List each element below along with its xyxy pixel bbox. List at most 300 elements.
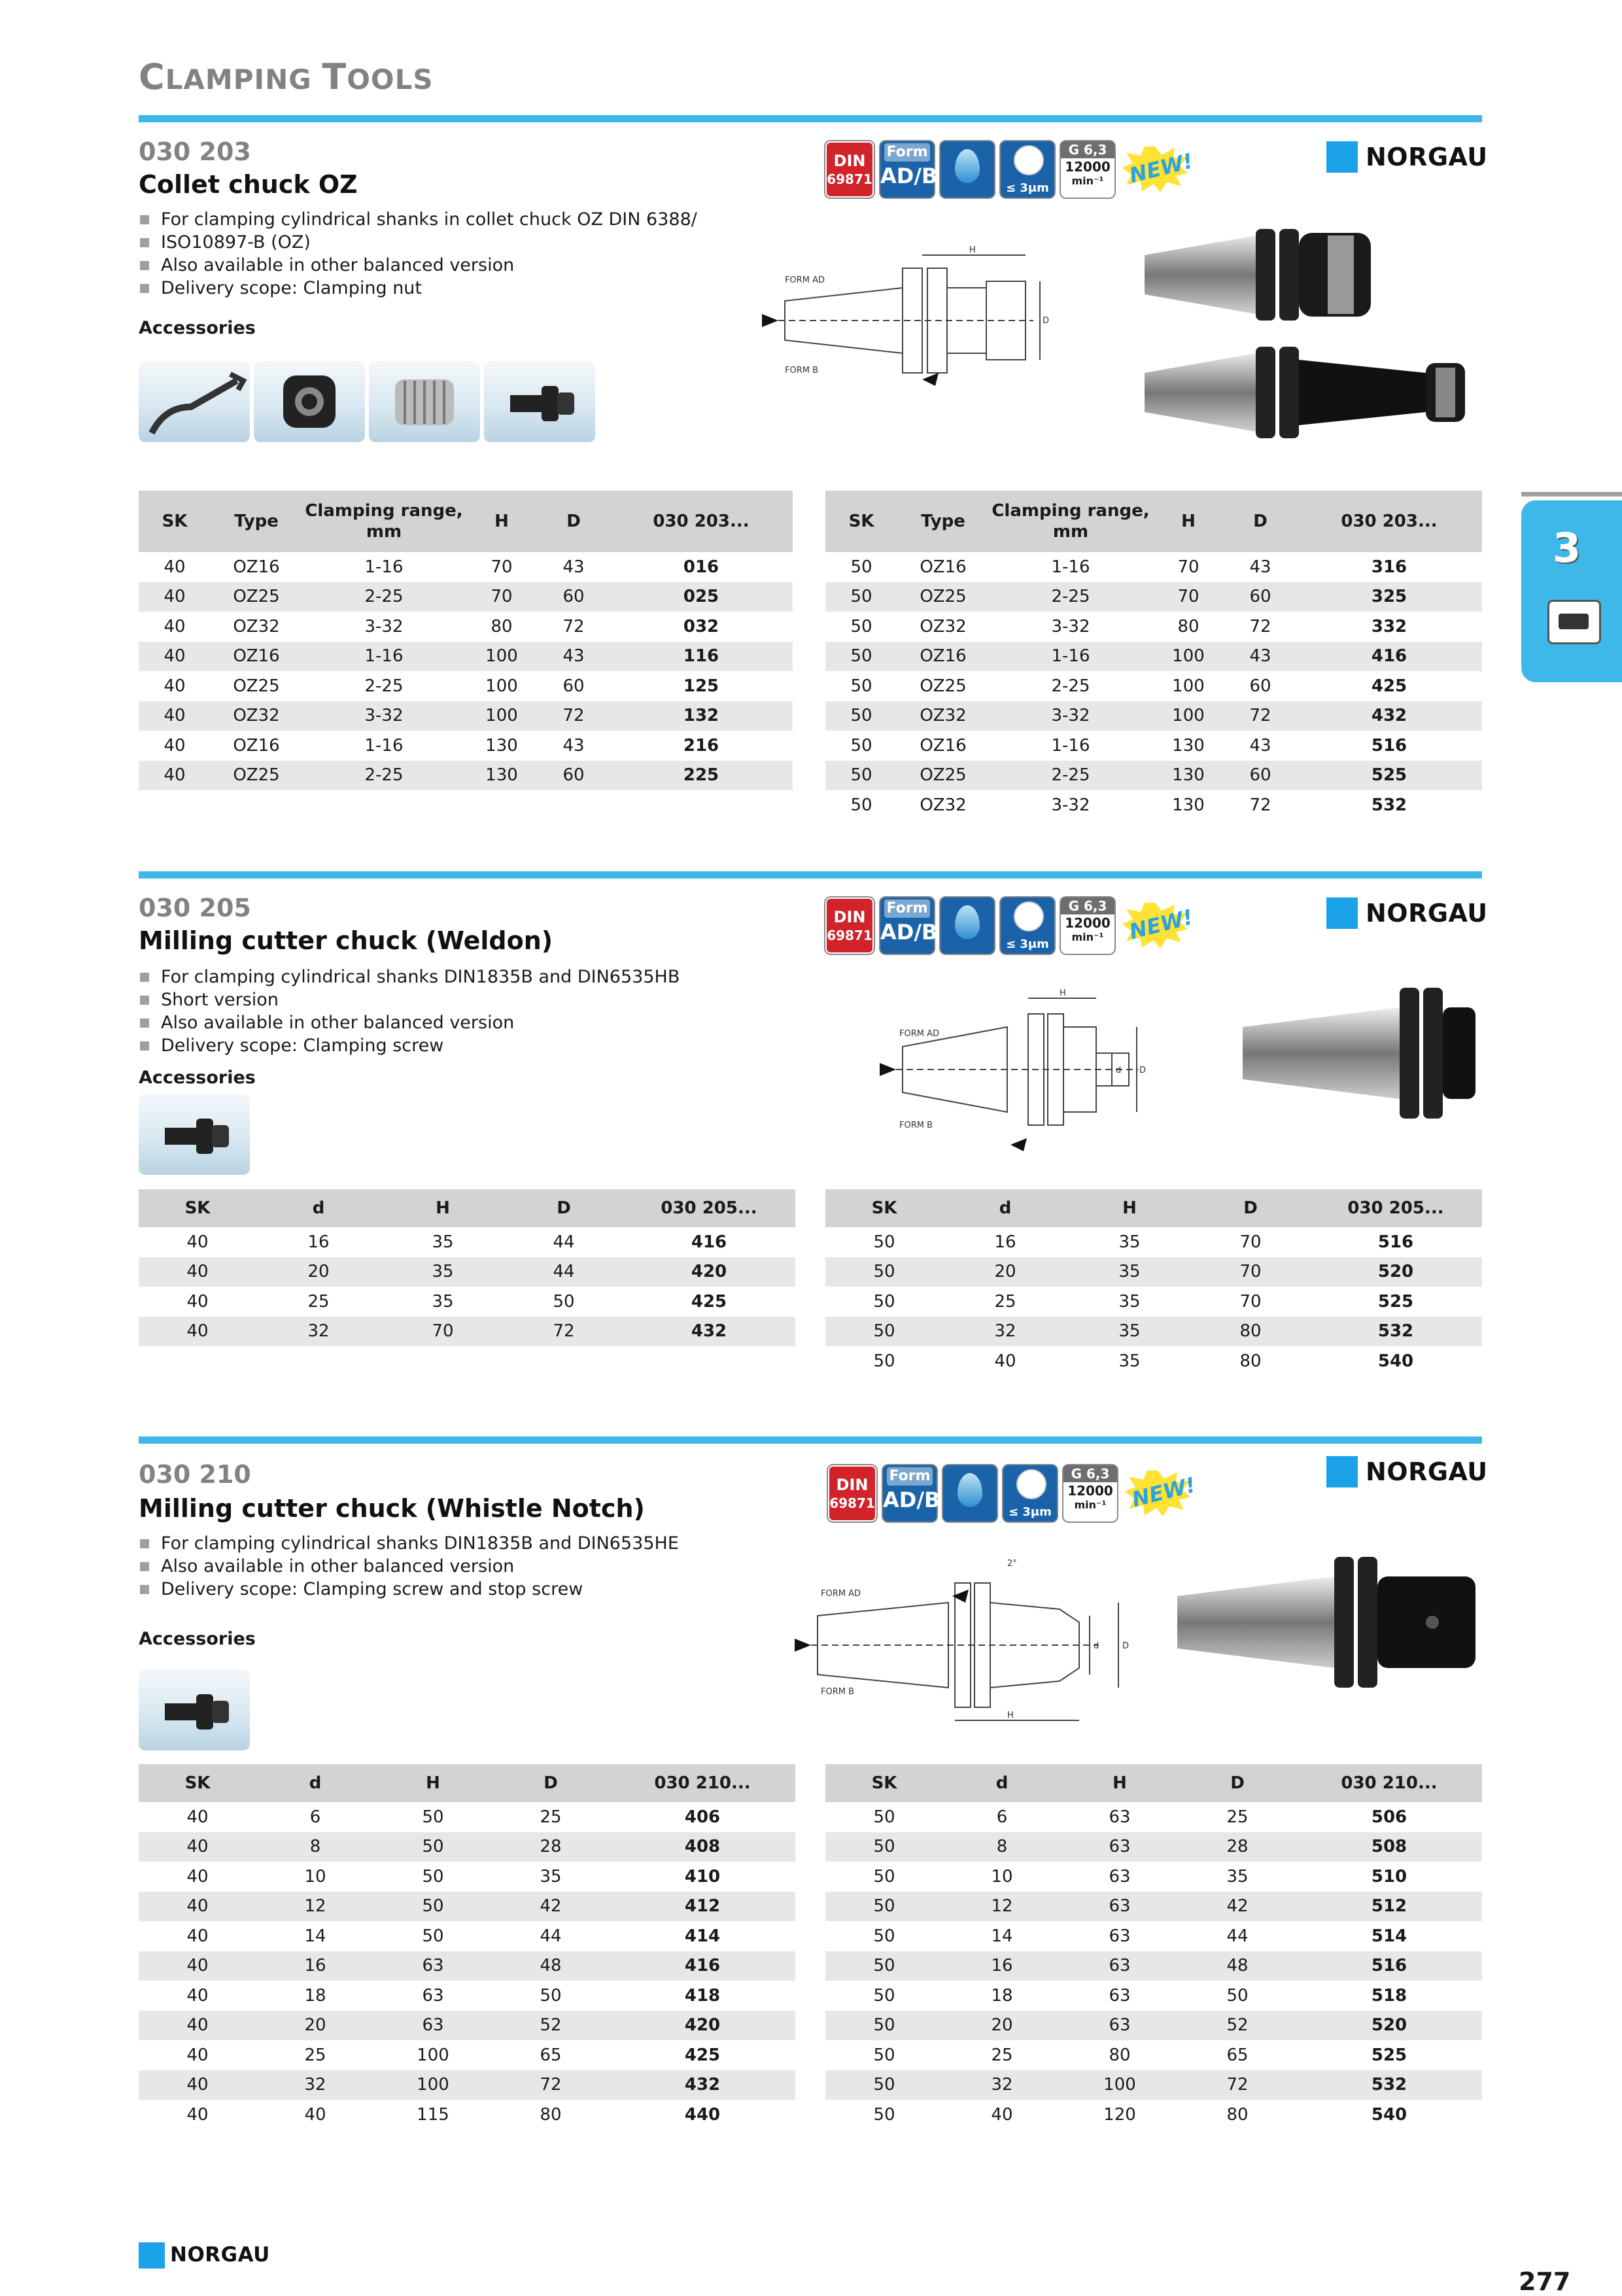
table-cell: 40 bbox=[139, 2070, 256, 2100]
table-cell: OZ16 bbox=[233, 735, 280, 756]
table-cell: 48 bbox=[492, 1951, 610, 1981]
col-header: D bbox=[505, 1189, 623, 1227]
table-cell: 10 bbox=[991, 1866, 1013, 1887]
table-cell: 50 bbox=[873, 1291, 895, 1312]
section-divider bbox=[139, 871, 1482, 878]
article-number-cell: 416 bbox=[1296, 642, 1482, 672]
table-row bbox=[825, 1892, 1482, 1922]
table-cell: 16 bbox=[256, 1951, 374, 1981]
form-badge: Form AD/B bbox=[883, 1465, 937, 1522]
col-header: H bbox=[374, 1764, 492, 1802]
article-number-cell: 316 bbox=[1371, 557, 1407, 577]
table-cell: 14 bbox=[991, 1926, 1013, 1946]
table-cell: 43 bbox=[562, 735, 585, 756]
table-cell: 63 bbox=[374, 2011, 492, 2041]
col-header: 030 203... bbox=[1296, 491, 1482, 552]
col-header: SK bbox=[139, 1764, 256, 1802]
table-cell: 40 bbox=[139, 2011, 256, 2041]
col-header: D bbox=[1192, 1189, 1309, 1227]
article-number-cell: 516 bbox=[1296, 1951, 1482, 1981]
col-header: Type bbox=[897, 491, 989, 552]
table-row bbox=[139, 1892, 795, 1922]
table-row bbox=[825, 1227, 1482, 1257]
article-number-cell: 125 bbox=[683, 676, 719, 696]
table-cell: 72 bbox=[562, 616, 585, 636]
svg-text:FORM B: FORM B bbox=[899, 1121, 933, 1130]
article-number-cell: 412 bbox=[610, 1892, 795, 1922]
table-cell: 70 bbox=[1239, 1232, 1262, 1252]
table-cell: 70 bbox=[491, 557, 513, 577]
table-cell: 50 bbox=[374, 1892, 492, 1922]
table-row bbox=[139, 1317, 795, 1347]
coolant-drop-icon bbox=[940, 141, 994, 198]
table-cell: OZ32 bbox=[211, 701, 302, 731]
table-cell: 25 bbox=[307, 1291, 330, 1312]
svg-text:H: H bbox=[1060, 988, 1066, 998]
table-cell: 72 bbox=[538, 701, 610, 731]
table-cell: 40 bbox=[164, 735, 186, 756]
article-number-cell: 425 bbox=[684, 2045, 721, 2065]
table-cell: 32 bbox=[256, 1317, 381, 1347]
table-cell: 35 bbox=[1067, 1317, 1192, 1347]
table-cell: 100 bbox=[417, 2045, 449, 2065]
table-cell: 70 bbox=[1192, 1257, 1309, 1287]
table-cell: OZ32 bbox=[920, 795, 967, 815]
article-number-cell: 420 bbox=[610, 2011, 795, 2041]
feature-item: Also available in other balanced version bbox=[139, 254, 697, 277]
table-cell: 50 bbox=[873, 1351, 895, 1371]
table-cell: 63 bbox=[1061, 1951, 1179, 1981]
table-row bbox=[825, 2070, 1482, 2100]
article-number-cell: 425 bbox=[1371, 676, 1407, 696]
table-cell: 20 bbox=[256, 2011, 374, 2041]
pull-stud-icon bbox=[139, 1094, 250, 1175]
table-cell: 80 bbox=[1109, 2045, 1131, 2065]
table-cell: 50 bbox=[873, 1232, 895, 1252]
article-number-cell: 332 bbox=[1371, 616, 1407, 636]
table-cell: 100 bbox=[374, 2070, 492, 2100]
table-cell: 60 bbox=[562, 676, 585, 696]
table-cell: 115 bbox=[417, 2104, 449, 2125]
col-header: SK bbox=[139, 491, 211, 552]
feature-list bbox=[139, 965, 680, 1057]
col-header: d bbox=[256, 1764, 374, 1802]
chapter-number: 3 bbox=[1553, 524, 1581, 572]
table-cell: 80 bbox=[1177, 616, 1199, 636]
table-cell: 63 bbox=[1061, 2011, 1179, 2041]
table-cell: OZ25 bbox=[897, 582, 989, 612]
feature-item: For clamping cylindrical shanks DIN1835B and DIN6535HE bbox=[139, 1532, 679, 1555]
table-cell: 14 bbox=[304, 1926, 326, 1946]
svg-text:FORM AD: FORM AD bbox=[785, 275, 825, 285]
article-number-cell: 520 bbox=[1309, 1257, 1482, 1287]
table-cell: 80 bbox=[1226, 2104, 1249, 2125]
col-header: D bbox=[492, 1764, 610, 1802]
table-cell: 100 bbox=[1061, 2070, 1179, 2100]
product-table-sk40 bbox=[139, 1189, 795, 1346]
chapter-tab-line bbox=[1521, 492, 1622, 496]
table-cell: 72 bbox=[1179, 2070, 1296, 2100]
table-cell: 44 bbox=[1226, 1926, 1249, 1946]
table-cell: 40 bbox=[139, 761, 211, 791]
table-row bbox=[825, 1257, 1482, 1287]
table-cell: 65 bbox=[1226, 2045, 1249, 2065]
table-row bbox=[825, 2040, 1482, 2070]
accessories-label: Accessories bbox=[139, 1629, 256, 1649]
table-cell: 60 bbox=[1224, 761, 1296, 791]
table-cell: 52 bbox=[1179, 2011, 1296, 2041]
table-row bbox=[825, 1921, 1482, 1951]
table-cell: 40 bbox=[164, 557, 186, 577]
table-cell: 42 bbox=[1179, 1892, 1296, 1922]
table-cell: 50 bbox=[825, 2070, 943, 2100]
svg-text:H: H bbox=[1007, 1711, 1014, 1720]
table-cell: 130 bbox=[1172, 735, 1205, 756]
col-header: d bbox=[943, 1764, 1061, 1802]
table-row bbox=[139, 1802, 795, 1832]
table-cell: 2-25 bbox=[1051, 676, 1090, 696]
table-row bbox=[825, 701, 1482, 731]
product-table-sk50 bbox=[825, 491, 1482, 820]
table-cell: 43 bbox=[538, 642, 610, 672]
svg-text:D: D bbox=[1139, 1066, 1147, 1075]
table-row bbox=[825, 1832, 1482, 1862]
weldon-chuck-photo bbox=[1236, 981, 1485, 1125]
table-row bbox=[825, 1951, 1482, 1981]
table-row bbox=[139, 612, 793, 642]
table-cell: 48 bbox=[1179, 1951, 1296, 1981]
table-cell: 63 bbox=[1109, 1807, 1131, 1827]
table-row bbox=[139, 2070, 795, 2100]
article-number-cell: 416 bbox=[610, 1951, 795, 1981]
table-cell: 3-32 bbox=[1051, 616, 1090, 636]
table-header bbox=[139, 491, 793, 552]
feature-list bbox=[139, 208, 697, 300]
table-cell: 40 bbox=[139, 1892, 256, 1922]
col-header: 030 210... bbox=[610, 1764, 795, 1802]
article-number-cell: 540 bbox=[1377, 1351, 1414, 1371]
article-number-cell: 532 bbox=[1309, 1317, 1482, 1347]
article-number-cell: 525 bbox=[1371, 2045, 1407, 2065]
table-cell: 72 bbox=[505, 1317, 623, 1347]
table-cell: 40 bbox=[139, 642, 211, 672]
accessory-pull-stud[interactable] bbox=[139, 1094, 250, 1175]
table-cell: 50 bbox=[873, 1926, 895, 1946]
table-cell: 100 bbox=[466, 701, 538, 731]
runout-gauge-icon: ≤ 3μm bbox=[1001, 141, 1054, 198]
balance-badge: G 6,3 12000 min⁻¹ bbox=[1061, 141, 1114, 198]
table-cell: 50 bbox=[850, 616, 872, 636]
svg-text:d: d bbox=[1094, 1641, 1099, 1651]
table-cell: 50 bbox=[873, 2104, 895, 2125]
section-code: 030 203 bbox=[139, 137, 251, 166]
table-cell: OZ16 bbox=[211, 642, 302, 672]
din-badge: DIN 69871 bbox=[828, 1465, 876, 1522]
table-cell: 8 bbox=[943, 1832, 1061, 1862]
chuck-icon bbox=[1547, 600, 1601, 644]
table-cell: 63 bbox=[422, 1985, 444, 2006]
table-cell: 130 bbox=[485, 735, 518, 756]
table-cell: 50 bbox=[825, 2011, 943, 2041]
table-row bbox=[139, 1257, 795, 1287]
form-badge: Form AD/B bbox=[880, 141, 934, 198]
table-row bbox=[139, 671, 793, 701]
table-cell: 35 bbox=[1118, 1232, 1141, 1252]
table-cell: 100 bbox=[485, 676, 518, 696]
table-cell: 40 bbox=[186, 1232, 209, 1252]
svg-text:H: H bbox=[969, 245, 976, 255]
feature-list bbox=[139, 1532, 679, 1601]
table-cell: 40 bbox=[186, 1866, 209, 1887]
table-row bbox=[825, 761, 1482, 791]
table-cell: 16 bbox=[307, 1232, 330, 1252]
table-cell: 25 bbox=[540, 1807, 562, 1827]
table-cell: 3-32 bbox=[364, 616, 404, 636]
col-header: Clamping range, mm bbox=[302, 491, 466, 552]
svg-text:FORM AD: FORM AD bbox=[821, 1589, 861, 1599]
table-cell: 63 bbox=[1109, 1866, 1131, 1887]
table-cell: 72 bbox=[1224, 701, 1296, 731]
table-row bbox=[139, 642, 793, 672]
article-number-cell: 216 bbox=[683, 735, 719, 756]
table-cell: 50 bbox=[825, 1892, 943, 1922]
table-cell: 1-16 bbox=[364, 735, 404, 756]
table-cell: 72 bbox=[1249, 616, 1271, 636]
runout-gauge-icon: ≤ 3μm bbox=[1003, 1465, 1057, 1522]
feature-item: For clamping cylindrical shanks DIN1835B and DIN6535HB bbox=[139, 965, 680, 988]
table-header bbox=[139, 1189, 795, 1227]
col-header: Type bbox=[211, 491, 302, 552]
col-header: SK bbox=[825, 1189, 943, 1227]
accessory-clamping-nut[interactable] bbox=[254, 361, 365, 442]
table-row bbox=[825, 1346, 1482, 1376]
table-cell: 50 bbox=[850, 795, 872, 815]
chapter-tab[interactable] bbox=[1521, 500, 1622, 682]
col-header: H bbox=[1061, 1764, 1179, 1802]
feature-item: ISO10897-B (OZ) bbox=[139, 231, 697, 254]
technical-drawing bbox=[876, 988, 1151, 1151]
table-cell: 25 bbox=[304, 2045, 326, 2065]
table-row bbox=[139, 701, 793, 731]
collet-chuck-photo bbox=[1138, 216, 1504, 458]
col-header: H bbox=[466, 491, 538, 552]
table-cell: 20 bbox=[943, 2011, 1061, 2041]
article-number-cell: 532 bbox=[1371, 795, 1407, 815]
table-row bbox=[139, 2040, 795, 2070]
table-cell: 130 bbox=[1172, 795, 1205, 815]
article-number-cell: 116 bbox=[610, 642, 793, 672]
table-cell: 50 bbox=[873, 1985, 895, 2006]
table-cell: 65 bbox=[540, 2045, 562, 2065]
article-number-cell: 514 bbox=[1371, 1926, 1407, 1946]
table-cell: 50 bbox=[825, 1951, 943, 1981]
table-cell: 100 bbox=[466, 642, 538, 672]
article-number-cell: 432 bbox=[610, 2070, 795, 2100]
table-cell: 43 bbox=[562, 557, 585, 577]
svg-text:FORM B: FORM B bbox=[821, 1687, 855, 1697]
article-number-cell: 525 bbox=[1296, 761, 1482, 791]
table-cell: OZ32 bbox=[233, 616, 280, 636]
table-cell: 130 bbox=[1152, 761, 1224, 791]
table-cell: 72 bbox=[1249, 795, 1271, 815]
table-cell: OZ25 bbox=[211, 761, 302, 791]
article-number-cell: 525 bbox=[1377, 1291, 1414, 1312]
table-cell: 80 bbox=[491, 616, 513, 636]
table-row bbox=[825, 1317, 1482, 1347]
col-header: SK bbox=[825, 1764, 943, 1802]
section-title: Collet chuck OZ bbox=[139, 170, 358, 199]
table-cell: OZ25 bbox=[920, 676, 967, 696]
accessory-pull-stud[interactable] bbox=[139, 1669, 250, 1750]
section-code: 030 205 bbox=[139, 894, 251, 922]
table-cell: 35 bbox=[1118, 1351, 1141, 1371]
table-row bbox=[139, 731, 793, 761]
accessory-collet[interactable] bbox=[369, 361, 480, 442]
table-cell: 50 bbox=[553, 1291, 575, 1312]
table-cell: 70 bbox=[1152, 582, 1224, 612]
table-cell: 72 bbox=[492, 2070, 610, 2100]
article-number-cell: 510 bbox=[1371, 1866, 1407, 1887]
table-cell: 50 bbox=[850, 557, 872, 577]
table-cell: 3-32 bbox=[302, 701, 466, 731]
article-number-cell: 132 bbox=[610, 701, 793, 731]
svg-text:FORM AD: FORM AD bbox=[899, 1029, 939, 1039]
table-cell: 2-25 bbox=[364, 676, 404, 696]
table-cell: 43 bbox=[1249, 557, 1271, 577]
page-number: 277 bbox=[1519, 2267, 1571, 2296]
table-row bbox=[825, 1981, 1482, 2011]
table-cell: 44 bbox=[540, 1926, 562, 1946]
article-number-cell: 418 bbox=[684, 1985, 721, 2006]
runout-gauge-icon: ≤ 3μm bbox=[1001, 897, 1054, 954]
svg-text:d: d bbox=[1116, 1066, 1122, 1075]
collet-icon bbox=[369, 361, 480, 442]
table-row bbox=[825, 612, 1482, 642]
col-header: H bbox=[1067, 1189, 1192, 1227]
technical-drawing bbox=[759, 242, 1050, 392]
table-cell: 100 bbox=[1152, 701, 1224, 731]
col-header: H bbox=[1152, 491, 1224, 552]
table-cell: 2-25 bbox=[989, 761, 1152, 791]
accessory-hook-wrench[interactable] bbox=[139, 361, 250, 442]
feature-item: Delivery scope: Clamping screw bbox=[139, 1034, 680, 1057]
table-cell: 8 bbox=[256, 1832, 374, 1862]
table-row bbox=[139, 2100, 795, 2130]
feature-item: For clamping cylindrical shanks in collet chuck OZ DIN 6388/ bbox=[139, 208, 697, 231]
whistle-notch-chuck-photo bbox=[1171, 1544, 1485, 1701]
table-cell: 40 bbox=[186, 1291, 209, 1312]
balance-badge: G 6,3 12000 min⁻¹ bbox=[1061, 897, 1114, 954]
table-cell: 44 bbox=[553, 1232, 575, 1252]
article-number-cell: 414 bbox=[684, 1926, 721, 1946]
table-cell: 50 bbox=[374, 1832, 492, 1862]
col-header: Clamping range, mm bbox=[989, 491, 1152, 552]
table-cell: OZ32 bbox=[897, 701, 989, 731]
svg-text:2°: 2° bbox=[1007, 1559, 1017, 1569]
table-cell: 10 bbox=[304, 1866, 326, 1887]
table-row bbox=[825, 582, 1482, 612]
table-cell: 20 bbox=[943, 1257, 1067, 1287]
table-cell: 40 bbox=[304, 2104, 326, 2125]
pull-stud-icon bbox=[484, 361, 595, 442]
table-cell: 50 bbox=[825, 1832, 943, 1862]
form-badge: Form AD/B bbox=[880, 897, 934, 954]
table-cell: 2-25 bbox=[302, 582, 466, 612]
table-cell: 50 bbox=[422, 1926, 444, 1946]
table-cell: 1-16 bbox=[1051, 735, 1090, 756]
table-cell: 12 bbox=[943, 1892, 1061, 1922]
feature-item: Also available in other balanced version bbox=[139, 1555, 679, 1578]
table-cell: 80 bbox=[540, 2104, 562, 2125]
article-number-cell: 508 bbox=[1296, 1832, 1482, 1862]
table-cell: 63 bbox=[374, 1951, 492, 1981]
table-cell: 50 bbox=[422, 1807, 444, 1827]
article-number-cell: 512 bbox=[1296, 1892, 1482, 1922]
table-cell: OZ16 bbox=[233, 557, 280, 577]
article-number-cell: 540 bbox=[1371, 2104, 1407, 2125]
table-cell: 50 bbox=[825, 1257, 943, 1287]
table-row bbox=[139, 1921, 795, 1951]
table-cell: 44 bbox=[505, 1257, 623, 1287]
article-number-cell: 518 bbox=[1371, 1985, 1407, 2006]
table-cell: 40 bbox=[994, 1351, 1016, 1371]
section-title: Milling cutter chuck (Weldon) bbox=[139, 926, 553, 955]
article-number-cell: 032 bbox=[683, 616, 719, 636]
svg-text:FORM B: FORM B bbox=[785, 366, 819, 375]
feature-item: Delivery scope: Clamping nut bbox=[139, 277, 697, 300]
table-cell: 40 bbox=[186, 2045, 209, 2065]
table-cell: 40 bbox=[139, 1832, 256, 1862]
product-table-sk40 bbox=[139, 491, 793, 790]
table-row bbox=[139, 1862, 795, 1892]
table-cell: 18 bbox=[991, 1985, 1013, 2006]
table-row bbox=[825, 731, 1482, 761]
table-cell: 50 bbox=[825, 1317, 943, 1347]
table-cell: 2-25 bbox=[989, 582, 1152, 612]
col-header: D bbox=[538, 491, 610, 552]
table-cell: 120 bbox=[1103, 2104, 1136, 2125]
table-cell: 1-16 bbox=[302, 642, 466, 672]
table-header bbox=[825, 1189, 1482, 1227]
table-cell: OZ16 bbox=[920, 557, 967, 577]
section-code: 030 210 bbox=[139, 1460, 251, 1489]
table-cell: 70 bbox=[381, 1317, 505, 1347]
accessories-label: Accessories bbox=[139, 1068, 256, 1088]
table-cell: 60 bbox=[538, 761, 610, 791]
table-cell: 32 bbox=[943, 2070, 1061, 2100]
table-cell: 40 bbox=[139, 1317, 256, 1347]
table-cell: 32 bbox=[943, 1317, 1067, 1347]
table-cell: 50 bbox=[825, 582, 897, 612]
article-number-cell: 506 bbox=[1371, 1807, 1407, 1827]
table-row bbox=[825, 2011, 1482, 2041]
table-row bbox=[139, 552, 793, 582]
table-cell: 40 bbox=[186, 2104, 209, 2125]
feature-item: Also available in other balanced version bbox=[139, 1011, 680, 1034]
table-cell: 52 bbox=[492, 2011, 610, 2041]
table-cell: 40 bbox=[186, 1985, 209, 2006]
table-header bbox=[825, 491, 1482, 552]
table-cell: 50 bbox=[873, 2045, 895, 2065]
table-cell: 1-16 bbox=[989, 642, 1152, 672]
din-badge: DIN 69871 bbox=[825, 897, 874, 954]
accessory-pull-stud[interactable] bbox=[484, 361, 595, 442]
table-cell: 25 bbox=[994, 1291, 1016, 1312]
technical-drawing bbox=[791, 1557, 1145, 1727]
table-cell: 42 bbox=[492, 1892, 610, 1922]
table-cell: 6 bbox=[996, 1807, 1008, 1827]
table-cell: 40 bbox=[139, 582, 211, 612]
